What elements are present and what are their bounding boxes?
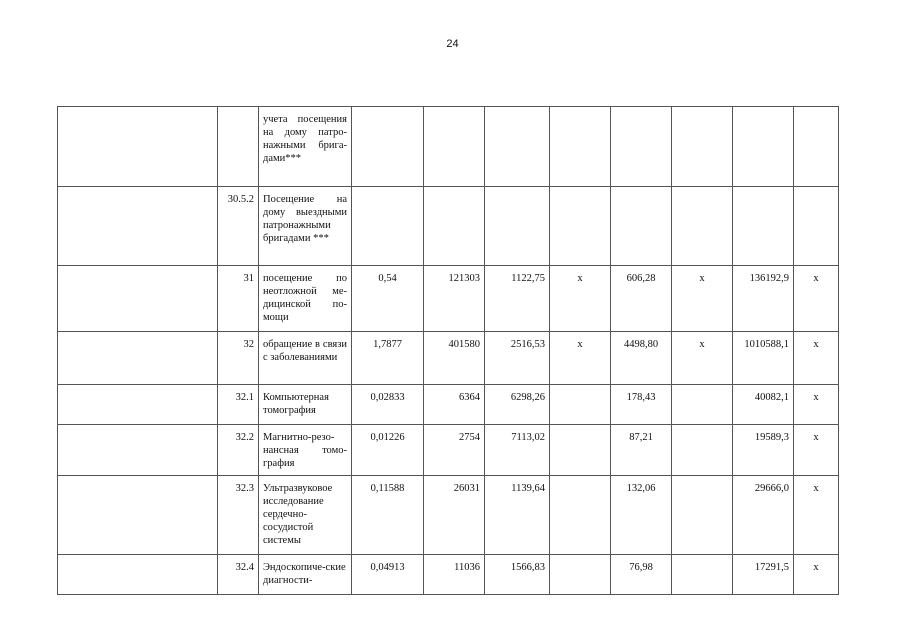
value-cell-v1: 0,01226 (352, 425, 424, 476)
page-number: 24 (446, 38, 459, 50)
blank-cell (58, 107, 218, 187)
row-code: 32.3 (218, 476, 259, 555)
value-cell-v8: х (794, 425, 839, 476)
row-code: 32.4 (218, 555, 259, 595)
value-cell-v7: 19589,3 (733, 425, 794, 476)
value-cell-v6 (672, 187, 733, 266)
value-cell-v2: 26031 (424, 476, 485, 555)
row-name: Компьютерная томография (259, 385, 352, 425)
value-cell-v3: 7113,02 (485, 425, 550, 476)
row-name: обращение в связи с заболеваниями (259, 332, 352, 385)
row-name: Эндоскопиче-ские диагности- (259, 555, 352, 595)
value-cell-v1: 0,54 (352, 266, 424, 332)
value-cell-v5: 178,43 (611, 385, 672, 425)
value-cell-v8: х (794, 332, 839, 385)
row-name: Посещение на дому выездными патронажными бригадами *** (259, 187, 352, 266)
blank-cell (58, 187, 218, 266)
value-cell-v1: 0,04913 (352, 555, 424, 595)
value-cell-v7 (733, 107, 794, 187)
row-code (218, 107, 259, 187)
table-row (58, 187, 839, 266)
data-table (57, 106, 839, 595)
value-cell-v4 (550, 187, 611, 266)
row-name: Магнитно-резо-нансная томо-графия (259, 425, 352, 476)
row-name: учета посещения на дому патро-нажными брига-дами*** (259, 107, 352, 187)
value-cell-v5: 132,06 (611, 476, 672, 555)
table-row (58, 385, 839, 425)
blank-cell (58, 425, 218, 476)
value-cell-v6: х (672, 266, 733, 332)
value-cell-v8 (794, 107, 839, 187)
value-cell-v6 (672, 385, 733, 425)
value-cell-v8: х (794, 266, 839, 332)
value-cell-v7 (733, 187, 794, 266)
value-cell-v3: 1122,75 (485, 266, 550, 332)
table-row (58, 476, 839, 555)
value-cell-v4: х (550, 266, 611, 332)
value-cell-v1: 0,02833 (352, 385, 424, 425)
value-cell-v8: х (794, 476, 839, 555)
value-cell-v3: 1566,83 (485, 555, 550, 595)
row-code: 32.1 (218, 385, 259, 425)
row-code: 30.5.2 (218, 187, 259, 266)
value-cell-v3: 6298,26 (485, 385, 550, 425)
table-row (58, 332, 839, 385)
value-cell-v7: 136192,9 (733, 266, 794, 332)
table-row (58, 425, 839, 476)
row-code: 32.2 (218, 425, 259, 476)
value-cell-v7: 1010588,1 (733, 332, 794, 385)
row-code: 32 (218, 332, 259, 385)
value-cell-v6 (672, 555, 733, 595)
value-cell-v2: 11036 (424, 555, 485, 595)
value-cell-v5: 606,28 (611, 266, 672, 332)
table-row (58, 555, 839, 595)
value-cell-v2: 2754 (424, 425, 485, 476)
value-cell-v4 (550, 385, 611, 425)
value-cell-v4 (550, 555, 611, 595)
value-cell-v4: х (550, 332, 611, 385)
value-cell-v1: 1,7877 (352, 332, 424, 385)
blank-cell (58, 385, 218, 425)
value-cell-v5: 4498,80 (611, 332, 672, 385)
value-cell-v4 (550, 425, 611, 476)
table-row (58, 107, 839, 187)
value-cell-v8: х (794, 385, 839, 425)
value-cell-v5 (611, 187, 672, 266)
value-cell-v7: 40082,1 (733, 385, 794, 425)
value-cell-v1: 0,11588 (352, 476, 424, 555)
value-cell-v4 (550, 107, 611, 187)
blank-cell (58, 332, 218, 385)
value-cell-v6 (672, 425, 733, 476)
value-cell-v3 (485, 107, 550, 187)
value-cell-v3 (485, 187, 550, 266)
blank-cell (58, 555, 218, 595)
value-cell-v2 (424, 107, 485, 187)
value-cell-v7: 29666,0 (733, 476, 794, 555)
value-cell-v1 (352, 187, 424, 266)
value-cell-v8: х (794, 555, 839, 595)
value-cell-v4 (550, 476, 611, 555)
value-cell-v1 (352, 107, 424, 187)
value-cell-v5: 76,98 (611, 555, 672, 595)
row-code: 31 (218, 266, 259, 332)
row-name: посещение по неотложной ме-дицинской по-мощи (259, 266, 352, 332)
table-row (58, 266, 839, 332)
value-cell-v3: 2516,53 (485, 332, 550, 385)
row-name: Ультразвуковое исследование сердечно-сосудистой системы (259, 476, 352, 555)
blank-cell (58, 266, 218, 332)
value-cell-v6: х (672, 332, 733, 385)
value-cell-v5 (611, 107, 672, 187)
value-cell-v8 (794, 187, 839, 266)
value-cell-v7: 17291,5 (733, 555, 794, 595)
value-cell-v6 (672, 476, 733, 555)
value-cell-v2: 401580 (424, 332, 485, 385)
value-cell-v2: 121303 (424, 266, 485, 332)
value-cell-v2: 6364 (424, 385, 485, 425)
value-cell-v3: 1139,64 (485, 476, 550, 555)
blank-cell (58, 476, 218, 555)
value-cell-v5: 87,21 (611, 425, 672, 476)
value-cell-v2 (424, 187, 485, 266)
value-cell-v6 (672, 107, 733, 187)
